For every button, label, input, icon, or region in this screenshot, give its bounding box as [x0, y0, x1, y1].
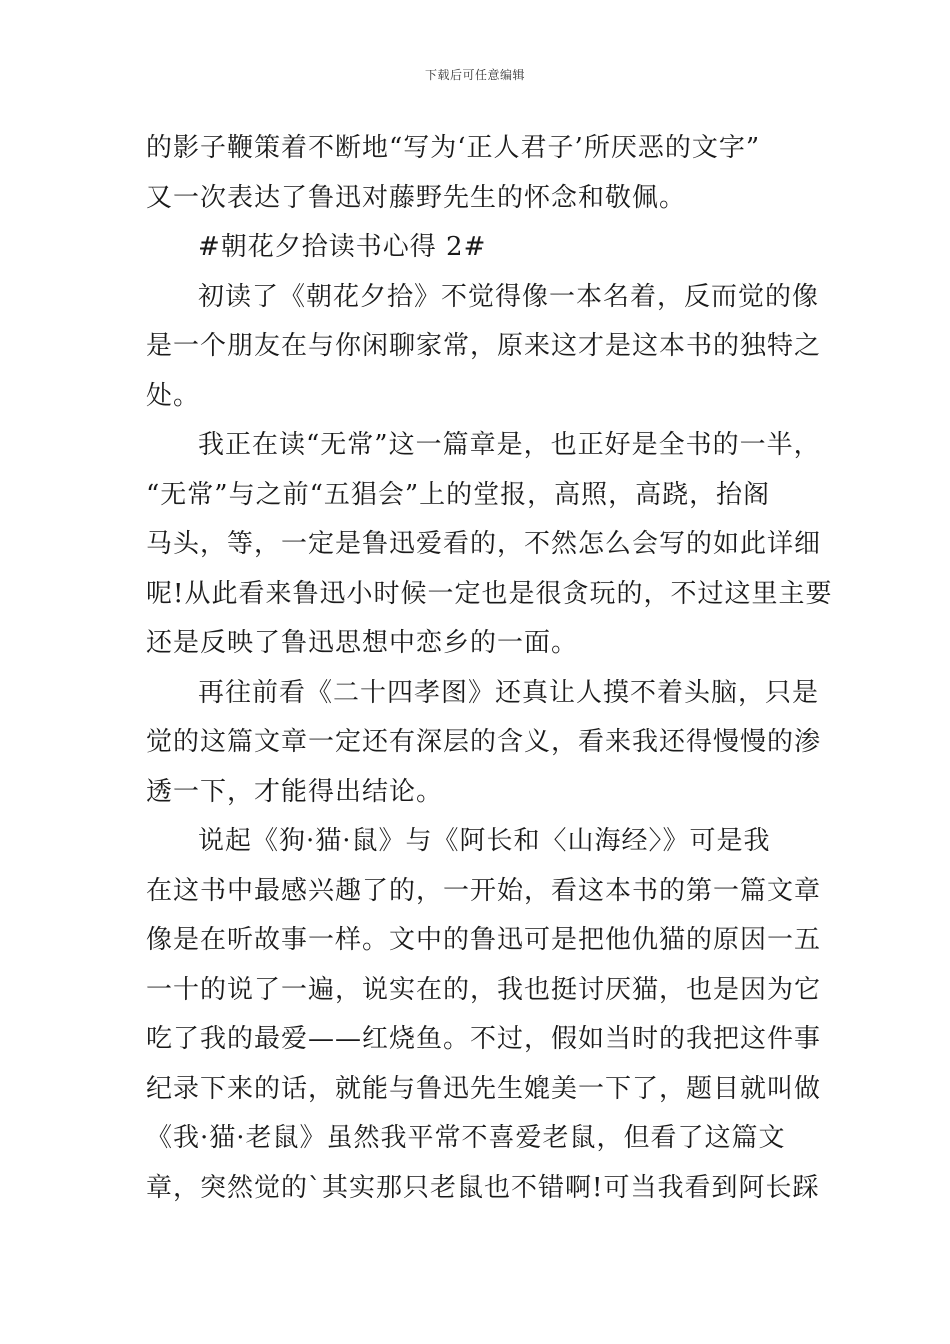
text-line: 还是反映了鲁迅思想中恋乡的一面。	[146, 628, 579, 658]
body-text	[146, 124, 833, 1213]
text-line: 吃了我的最爱——红烧鱼。不过，假如当时的我把这件事	[146, 1024, 822, 1054]
text-line: 纪录下来的话，就能与鲁迅先生媲美一下了，题目就叫做	[146, 1073, 822, 1104]
paragraph-continuation	[146, 124, 808, 223]
text-line: 是一个朋友在与你闲聊家常，原来这才是这本书的独特之	[146, 331, 822, 361]
paragraph	[146, 669, 822, 818]
header-note: 下载后可任意编辑	[424, 68, 525, 82]
text-line: 说起《狗·猫·鼠》与《阿长和〈山海经〉》可是我	[198, 826, 771, 856]
text-line: 的影子鞭策着不断地“写为‘正人君子’所厌恶的文字”	[146, 133, 761, 163]
section-heading	[146, 223, 808, 273]
text-line: 处。	[146, 380, 201, 411]
text-line: 一十的说了一遍，说实在的，我也挺讨厌猫，也是因为它	[146, 974, 822, 1005]
text-line: 在这书中最感兴趣了的，一开始，看这本书的第一篇文章	[146, 875, 822, 906]
text-line: #朝花夕拾读书心得 2#	[198, 232, 487, 262]
text-line: 又一次表达了鲁迅对藤野先生的怀念和敬佩。	[146, 182, 687, 213]
text-line: 呢!从此看来鲁迅小时候一定也是很贪玩的，不过这里主要	[146, 578, 833, 609]
text-line: 《我·猫·老鼠》虽然我平常不喜爱老鼠，但看了这篇文	[146, 1123, 786, 1153]
paragraph	[146, 421, 833, 669]
text-line: 章，突然觉的`其实那只老鼠也不错啊!可当我看到阿长踩	[146, 1172, 820, 1203]
text-line: 我正在读“无常”这一篇章是，也正好是全书的一半，	[198, 430, 821, 460]
paragraph	[146, 273, 822, 422]
text-line: 马头，等，一定是鲁迅爱看的，不然怎么会写的如此详细	[146, 529, 822, 559]
text-line: “无常”与之前“五猖会”上的堂报，高照，高跷，抬阁	[146, 479, 771, 510]
text-line: 觉的这篇文章一定还有深层的含义，看来我还得慢慢的渗	[146, 727, 822, 757]
text-line: 透一下，才能得出结论。	[146, 776, 444, 807]
paragraph	[146, 817, 822, 1213]
text-line: 初读了《朝花夕拾》不觉得像一本名着，反而觉的像	[198, 281, 820, 312]
text-line: 再往前看《二十四孝图》还真让人摸不着头脑，只是	[198, 677, 820, 708]
text-line: 像是在听故事一样。文中的鲁迅可是把他仇猫的原因一五	[146, 925, 822, 955]
